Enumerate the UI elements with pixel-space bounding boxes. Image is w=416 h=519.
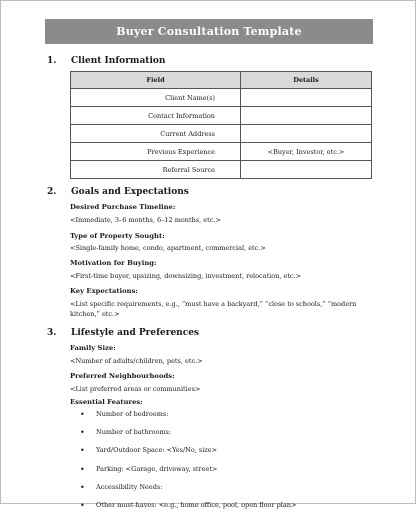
goal-label: Motivation for Buying:: [70, 259, 157, 267]
list-item: [70, 446, 296, 464]
section-title: Client Information: [71, 56, 166, 66]
section-heading-client-information: [47, 56, 165, 66]
field-cell: Referral Source: [71, 161, 241, 179]
field-cell: Client Name(s): [71, 89, 241, 107]
table-row: [71, 161, 372, 179]
feature-text: Parking: <Garage, driveway, street>: [96, 464, 218, 473]
list-item: [70, 483, 296, 501]
feature-text: Yard/Outdoor Space: <Yes/No, size>: [96, 446, 218, 455]
bullet-icon: •: [80, 464, 85, 474]
column-header-field: Field: [71, 72, 241, 89]
table-header-row: [71, 72, 372, 89]
list-item: [70, 465, 296, 483]
list-item: [70, 428, 296, 446]
section-number: 3.: [47, 328, 57, 338]
goal-text: <List specific requirements, e.g., “must have a backyard,” “close to schools,” “modern kitchen,” etc.>: [70, 300, 357, 318]
goal-label: Desired Purchase Timeline:: [70, 203, 176, 211]
feature-text: Number of bedrooms:: [96, 410, 169, 418]
detail-cell[interactable]: [241, 89, 372, 107]
column-header-details: Details: [241, 72, 372, 89]
goal-text: <Single-family home, condo, apartment, commercial, etc.>: [70, 244, 266, 252]
goal-text: <Immediate, 3–6 months, 6–12 months, etc.>: [70, 216, 221, 224]
goal-label: Type of Property Sought:: [70, 232, 165, 240]
bullet-icon: •: [80, 446, 85, 456]
section-number: 1.: [47, 56, 57, 66]
table-row: [71, 107, 372, 125]
section-heading-lifestyle: [47, 328, 199, 338]
section-title: Lifestyle and Preferences: [71, 328, 199, 338]
section-heading-goals: [47, 187, 189, 197]
field-cell: Contact Information: [71, 107, 241, 125]
bullet-icon: •: [80, 500, 85, 510]
table-row: [71, 143, 372, 161]
goal-text: <First-time buyer, upsizing, downsizing, investment, relocation, etc.>: [70, 272, 302, 280]
field-cell: Current Address: [71, 125, 241, 143]
essential-features-list: [70, 410, 296, 519]
goal-label: Key Expectations:: [70, 287, 138, 295]
section-number: 2.: [47, 187, 57, 197]
lifestyle-label: Family Size:: [70, 344, 116, 352]
lifestyle-text: <List preferred areas or communities>: [70, 385, 201, 393]
list-item: [70, 410, 296, 428]
field-cell: Previous Experience: [71, 143, 241, 161]
detail-cell[interactable]: [241, 107, 372, 125]
table-row: [71, 125, 372, 143]
lifestyle-label: Preferred Neighbourhoods:: [70, 372, 175, 380]
client-information-table: [70, 71, 372, 179]
document-title: Buyer Consultation Template: [45, 19, 373, 44]
table-row: [71, 89, 372, 107]
essential-features-label: Essential Features:: [70, 398, 143, 406]
feature-text: Number of bathrooms:: [96, 428, 172, 437]
detail-cell[interactable]: <Buyer, Investor, etc.>: [241, 143, 372, 161]
lifestyle-text: <Number of adults/children, pets, etc.>: [70, 357, 203, 365]
feature-text: Other must-haves: <e.g., home office, pool, open floor plan>: [96, 500, 297, 509]
feature-text: Accessibility Needs:: [96, 482, 163, 491]
bullet-icon: •: [80, 410, 85, 419]
bullet-icon: •: [80, 482, 85, 492]
detail-cell[interactable]: [241, 161, 372, 179]
bullet-icon: •: [80, 428, 85, 438]
section-title: Goals and Expectations: [71, 187, 189, 197]
detail-cell[interactable]: [241, 125, 372, 143]
